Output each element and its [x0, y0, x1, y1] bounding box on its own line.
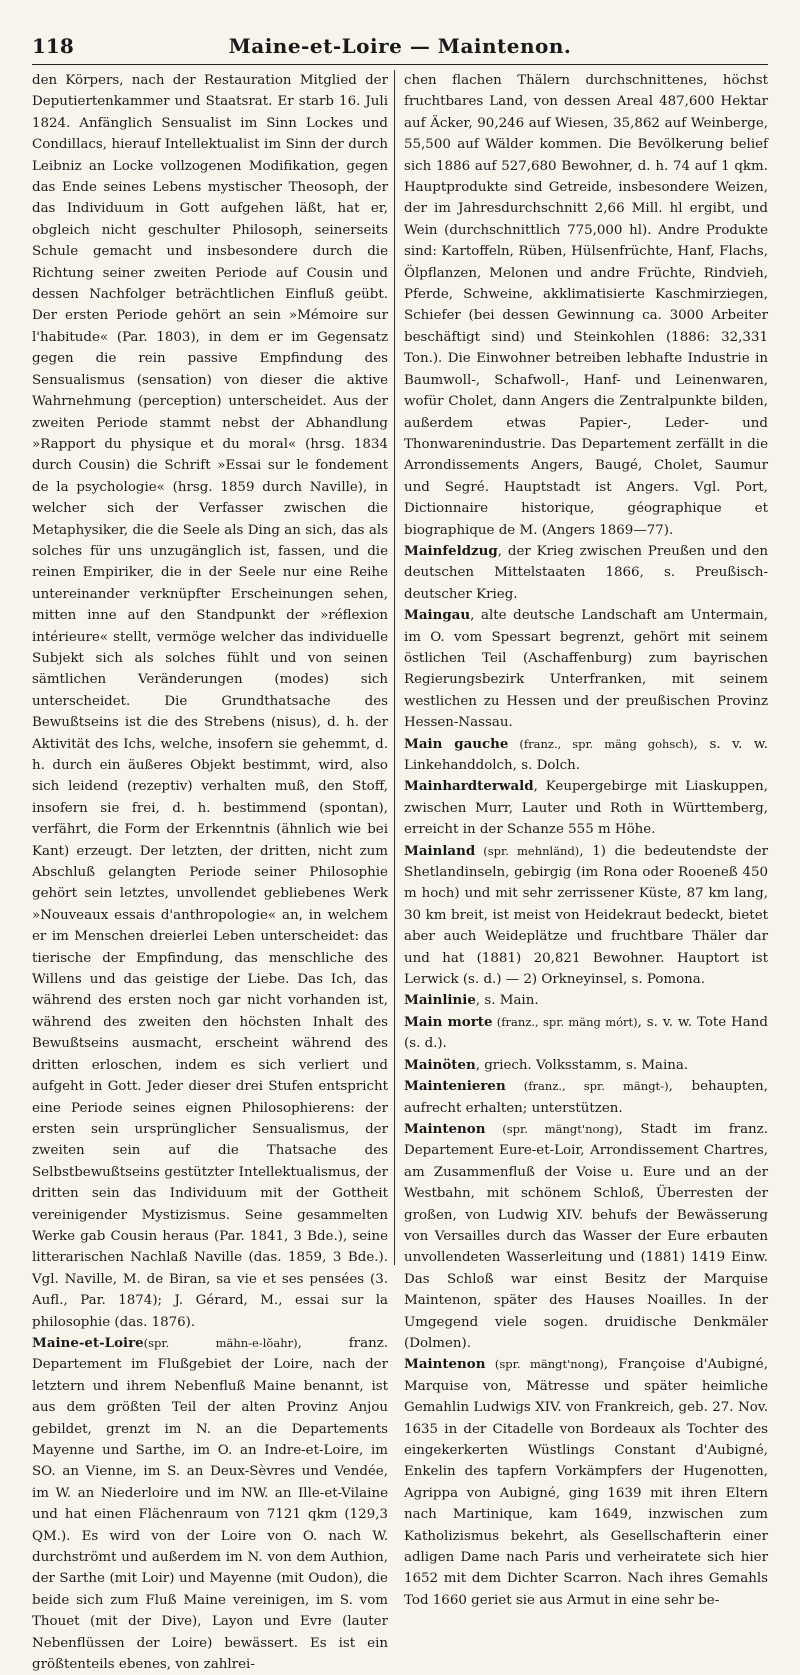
entry-text: , alte deutsche Landschaft am Untermain, im O. vom Spessart begrenzt, gehört mit seinem östlichen Teil (Aschaffenburg) zum bayrischen Regierungsbezirk Unterfranken, mit seinem westlichen zu Hessen und der preußischen Provinz Hessen-Nassau. — [404, 608, 768, 731]
entry-headword: Maine-et-Loire — [32, 1334, 144, 1351]
entry-headword: Maingau — [404, 607, 471, 624]
entry-continuation: chen flachen Thälern durchschnittenes, höchst fruchtbares Land, von dessen Areal 487,600 Hektar auf Äcker, 90,246 auf Wiesen, 35,862 auf Weinberge, 55,500 auf Wälder kommen. Die Bevölkerung belief sich 1886 auf 527,680 Bewohner, d. h. 74 auf 1 qkm. Hauptprodukte sind Getreide, insbesondere Weizen, der im Jahresdurchschnitt 2,66 Mill. hl ergibt, und Wein (durchschnittlich 775,000 hl). Andre Produkte sind: Kartoffeln, Rüben, Hülsenfrüchte, Hanf, Flachs, Ölpflanzen, Melonen und andre Früchte, Rindvieh, Pferde, Schweine, akklimatisierte Kaschmirziegen, Schiefer (bei dessen Gewinnung ca. 3000 Arbeiter beschäftigt sind) und Steinkohlen (1886: 32,331 Ton.). Die Einwohner betreiben lebhafte Industrie in Baumwoll-, Schafwoll-, Hanf- und Leinenwaren, wofür Cholet, dann Angers die Zentralpunkte bilden, außerdem etwas Papier-, Leder- und Thonwarenindustrie. Das Departement zerfällt in die Arrondissements Angers, Baugé, Cholet, Saumur und Segré. Hauptstadt ist Angers. Vgl. Port, Dictionnaire historique, géographique et biographique de M. (Angers 1869—77). — [404, 73, 768, 538]
dictionary-entry — [404, 1076, 768, 1119]
dictionary-entry — [404, 605, 768, 733]
entry-text: , 1) die bedeutendste der Shetlandinseln, gebirgig (im Rona oder Rooeneß 450 m hoch) und mit sehr zerrissener Küste, 87 km lang, 30 km breit, ist meist von Heidekraut bedeckt, bietet aber auch Weideplätze und fruchtbare Thäler dar und hat (1881) 20,821 Bewohner. Hauptort ist Lerwick (s. d.) — 2) Orkneyinsel, s. Pomona. — [404, 843, 769, 988]
entry-text: , Françoise d'Aubigné, Marquise von, Mätresse und später heimliche Gemahlin Ludwigs XIV. von Frankreich, geb. 27. Nov. 1635 in der Citadelle von Bordeaux als Tochter des eingekerkerten Wüstlings Constant d'Aubigné, Enkelin des tapfern Vorkämpfers der Hugenotten, Agrippa von Aubigné, ging 1639 mit ihren Eltern nach Martinique, kam 1649, inzwischen zum Katholizismus bekehrt, als Gesellschafterin einer adligen Dame nach Paris und verheiratete sich hier 1652 mit dem Dichter Scarron. Nach ihres Gemahls Tod 1660 geriet sie aus Armut in eine sehr be- — [404, 1357, 768, 1608]
entry-pronunciation: (spr. mängt'nong) — [485, 1121, 619, 1136]
entry-text: , der Krieg zwischen Preußen und den deutschen Mittelstaaten 1866, s. Preußisch-deutscher Krieg. — [404, 543, 768, 602]
entry-headword: Main gauche — [404, 735, 509, 752]
dictionary-entry — [404, 734, 768, 777]
column-divider — [394, 70, 395, 1265]
dictionary-entry — [404, 1354, 768, 1611]
dictionary-entry — [404, 776, 768, 840]
entry-headword: Mainöten — [404, 1056, 476, 1073]
right-column — [404, 70, 769, 1608]
dictionary-entry — [404, 541, 768, 605]
entry-pronunciation: (franz., spr. mängt-) — [505, 1079, 669, 1094]
entry-maine-et-loire — [32, 1333, 388, 1675]
entry-pronunciation: (spr. mähn-e-lŏahr) — [143, 1335, 298, 1350]
entry-continuation: den Körpers, nach der Restauration Mitglied der Deputiertenkammer und Staatsrat. Er starb 16. Juli 1824. Anfänglich Sensualist im Sinn Lockes und Condillacs, hierauf Intellektualist im Sinn der durch Leibniz an Locke vollzogenen Modifikation, gegen das Ende seines Lebens mystischer Theosoph, der das Individuum in Gott aufgehen läßt, hat er, obgleich nicht geschulter Philosoph, seinerseits Schule gemacht und insbesondere durch die Richtung seiner zweiten Periode auf Cousin und dessen Nachfolger beträchtlichen Einfluß geübt. Der ersten Periode gehört an sein »Mémoire sur l'habitude« (Par. 1803), in dem er im Gegensatz gegen die rein passive Empfindung des Sensualismus (sensation) von dieser die aktive Wahrnehmung (perception) unterscheidet. Aus der zweiten Periode stammt nebst der Abhandlung »Rapport du physique et du moral« (hrsg. 1834 durch Cousin) die Schrift »Essai sur le fondement de la psychologie« (hrsg. 1859 durch Naville), in welcher sich der Verfasser zwischen die Metaphysiker, die die Seele als Ding an sich, das als solches für uns unzugänglich ist, fassen, und die reinen Empiriker, die in der Seele nur eine Reihe untereinander verknüpfter Erscheinungen sehen, mitten inne auf den Standpunkt der »réflexion intérieure« stellt, vermöge welcher das individuelle Subjekt sich als solches fühlt und von seinen sämtlichen Veränderungen (modes) sich unterscheidet. Die Grundthatsache des Bewußtseins ist die des Strebens (nisus), d. h. der Aktivität des Ichs, welche, insofern sie gehemmt, d. h. durch ein äußeres Objekt bestimmt, wird, also sich leidend (rezeptiv) verhalten muß, den Stoff, insofern sie frei, d. h. bestimmend (spontan), verfährt, die Form der Erkenntnis (ähnlich wie bei Kant) erzeugt. Der letzten, der dritten, nicht zum Abschluß gelangten Periode seiner Philosophie gehört sein letztes, unvollendet gebliebenes Werk »Nouveaux essais d'anthropologie« an, in welchem er im Menschen dreierlei Leben unterscheidet: das tierische der Empfindung, das menschliche des Willens und das geistige der Liebe. Das Ich, das während des ersten noch gar nicht vorhanden ist, während des zweiten den höchsten Inhalt des Bewußtseins ausmacht, erscheint während des dritten erloschen, indem es sich verliert und aufgeht in Gott. Jeder dieser drei Stufen entspricht eine Periode seines eignen Philosophierens: der ersten sein ursprünglicher Sensualismus, der zweiten sein auf die Thatsache des Selbstbewußtseins gestützter Intellektualismus, der dritten sein das Individuum mit der Gottheit vereinigender Mystizismus. Seine gesammelten Werke gab Cousin heraus (Par. 1841, 3 Bde.), seine litterarischen Nachlaß Naville (das. 1859, 3 Bde.). Vgl. Naville, M. de Biran, sa vie et ses pensées (3. Aufl., Par. 1874); J. Gérard, M., essai sur la philosophie (das. 1876). — [32, 73, 388, 1330]
entry-headword: Mainhardterwald — [404, 778, 534, 795]
entry-pronunciation: (spr. mängt'nong) — [485, 1357, 604, 1372]
entry-text: , Keupergebirge mit Liaskuppen, zwischen Murr, Lauter und Roth in Württemberg, erreicht in der Schanze 555 m Höhe. — [404, 779, 768, 838]
dictionary-entry — [404, 1055, 768, 1076]
text-columns — [32, 70, 769, 1673]
entry-text: , behaupten, aufrecht erhalten; unterstützen. — [404, 1079, 769, 1116]
entry-text: , s. v. w. Linkehanddolch, s. Dolch. — [404, 736, 769, 773]
entry-text: , s. v. w. Tote Hand (s. d.). — [404, 1014, 768, 1052]
entry-text: , griech. Volksstamm, s. Maina. — [475, 1057, 689, 1073]
entry-headword: Mainfeldzug — [404, 542, 498, 559]
dictionary-entry — [404, 990, 768, 1011]
entry-headword: Maintenon — [404, 1356, 486, 1373]
entry-pronunciation: (franz., spr. mäng gohsch) — [508, 736, 694, 751]
entry-text: , s. Main. — [475, 993, 539, 1009]
entry-headword: Maintenieren — [404, 1078, 506, 1095]
left-column — [32, 70, 389, 1673]
entry-headword: Maintenon — [404, 1120, 486, 1137]
page-number: 118 — [32, 34, 74, 58]
dictionary-entry — [404, 1012, 768, 1055]
entry-headword: Mainlinie — [404, 992, 476, 1009]
entry-headword: Main morte — [404, 1013, 493, 1030]
entry-list — [404, 541, 768, 1611]
dictionary-entry — [404, 1119, 768, 1354]
page-header — [32, 34, 768, 65]
entry-pronunciation: (spr. mehnländ) — [475, 843, 580, 858]
dictionary-entry — [404, 841, 768, 991]
entry-text: , Stadt im franz. Departement Eure-et-Loir, Arrondissement Chartres, am Zusammenfluß der Voise u. Eure und an der Westbahn, mit schönem Schloß, Überresten der großen, von Ludwig XIV. behufs der Bewässerung von Versailles durch das Wasser der Eure erbauten unvollendeten Wasserleitung und (1881) 1419 Einw. Das Schloß war einst Besitz der Marquise Maintenon, später des Hauses Noailles. In der Umgegend viele sogen. druidische Denkmäler (Dolmen). — [404, 1121, 768, 1351]
entry-text: , franz. Departement im Flußgebiet der Loire, nach der letztern und ihrem Nebenfluß Maine benannt, ist aus dem größten Teil der alten Provinz Anjou gebildet, grenzt im N. an die Departements Mayenne und Sarthe, im O. an Indre-et-Loire, im SO. an Vienne, im S. an Deux-Sèvres und Vendée, im W. an Niederloire und im NW. an Ille-et-Vilaine und hat einen Flächenraum von 7121 qkm (129,3 QM.). Es wird von der Loire von O. nach W. durchströmt und außerdem im N. von dem Authion, der Sarthe (mit Loir) und Mayenne (mit Oudon), die beide sich zum Fluß Maine vereinigen, im S. vom Thouet (mit der Dive), Layon und Evre (lauter Nebenflüssen der Loire) bewässert. Es ist ein größtenteils ebenes, von zahlrei- — [32, 1335, 389, 1673]
entry-headword: Mainland — [404, 842, 476, 859]
running-head: Maine-et-Loire — Maintenon. — [228, 34, 572, 58]
entry-pronunciation: (franz., spr. mäng mórt) — [492, 1014, 638, 1029]
